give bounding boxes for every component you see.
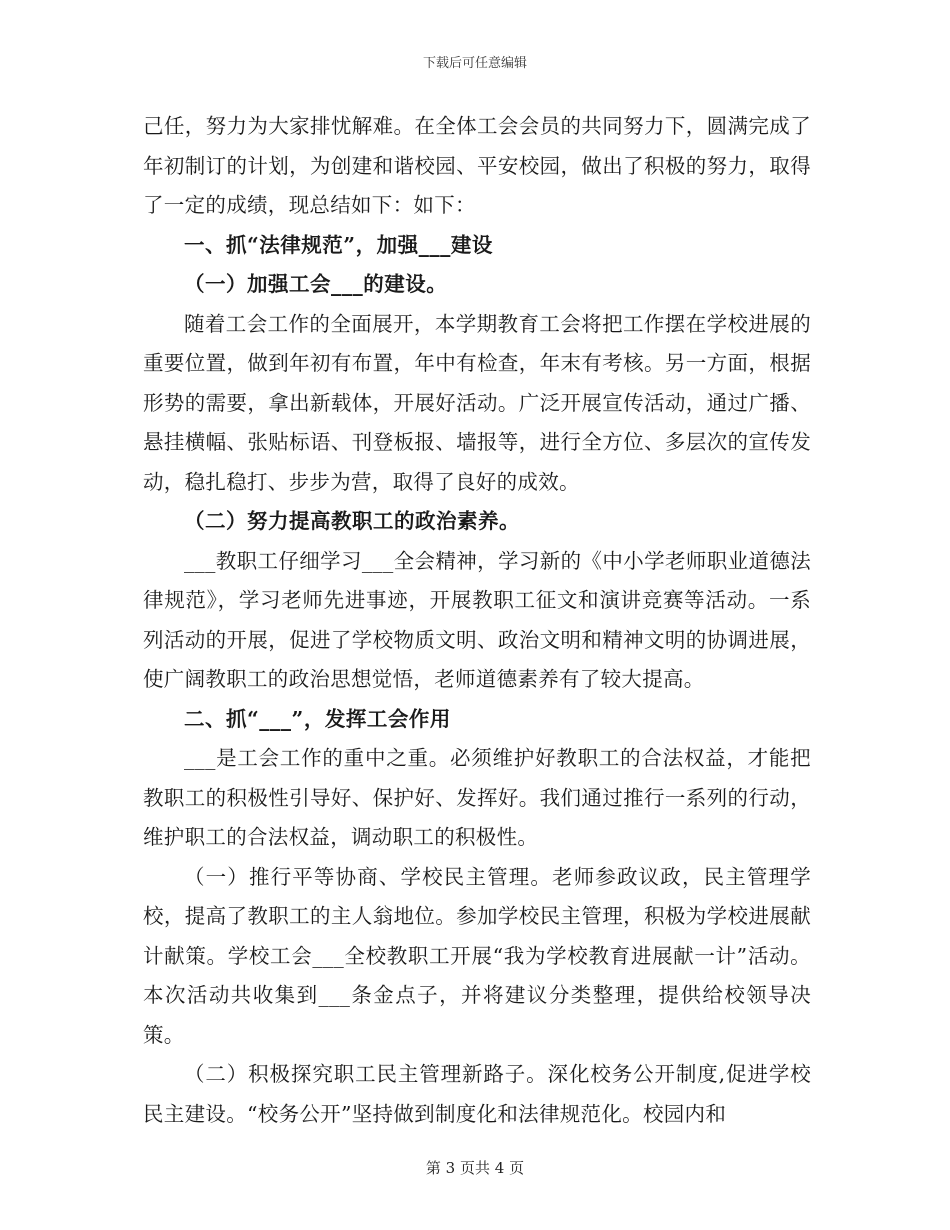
document-body (143, 107, 811, 1134)
paragraph-2-intro: ___是工会工作的重中之重。必须维护好教职工的合法权益，才能把教职工的积极性引导好、保护好、发挥好。我们通过推行一系列的行动，维护职工的合法权益，调动职工的积极性。 (143, 746, 811, 849)
page-footer: 第 3 页共 4 页 (425, 1159, 525, 1177)
paragraph-intro: 己任，努力为大家排忧解难。在全体工会会员的共同努力下，圆满完成了年初制订的计划，为创建和谐校园、平安校园，做出了积极的努力，取得了一定的成绩，现总结如下：如下： (143, 114, 811, 217)
paragraph-1-2: ___教职工仔细学习___全会精神，学习新的《中小学老师职业道德法律规范》，学习老师先进事迹，开展教职工征文和演讲竞赛等活动。一系列活动的开展，促进了学校物质文明、政治文明和精神文明的协调进展，使广阔教职工的政治思想觉悟，老师道德素养有了较大提高。 (143, 548, 811, 691)
paragraph-2-2: （二）积极探究职工民主管理新路子。深化校务公开制度,促进学校民主建设。“校务公开”坚持做到制度化和法律规范化。校园内和 (143, 1062, 811, 1126)
subsection-heading-1-1: （一）加强工会___的建设。 (184, 272, 448, 296)
section-heading-2: 二、抓“___”，发挥工会作用 (184, 706, 451, 731)
paragraph-1-1: 随着工会工作的全面展开，本学期教育工会将把工作摆在学校进展的重要位置，做到年初有布置，年中有检查，年末有考核。另一方面，根据形势的需要，拿出新载体，开展好活动。广泛开展宣传活动，通过广播、悬挂横幅、张贴标语、刊登板报、墙报等，进行全方位、多层次的宣传发动，稳扎稳打、步步为营，取得了良好的成效。 (143, 311, 811, 494)
subsection-heading-1-2: （二）努力提高教职工的政治素养。 (184, 509, 520, 533)
section-heading-1: 一、抓“法律规范”，加强___建设 (184, 232, 493, 257)
paragraph-2-1: （一）推行平等协商、学校民主管理。老师参政议政，民主管理学校，提高了教职工的主人翁地位。参加学校民主管理，积极为学校进展献计献策。学校工会___全校教职工开展“我为学校教育进展献一计”活动。本次活动共收集到___条金点子，并将建议分类整理，提供给校领导决策。 (143, 864, 811, 1047)
page-header: 下载后可任意编辑 (422, 56, 527, 71)
